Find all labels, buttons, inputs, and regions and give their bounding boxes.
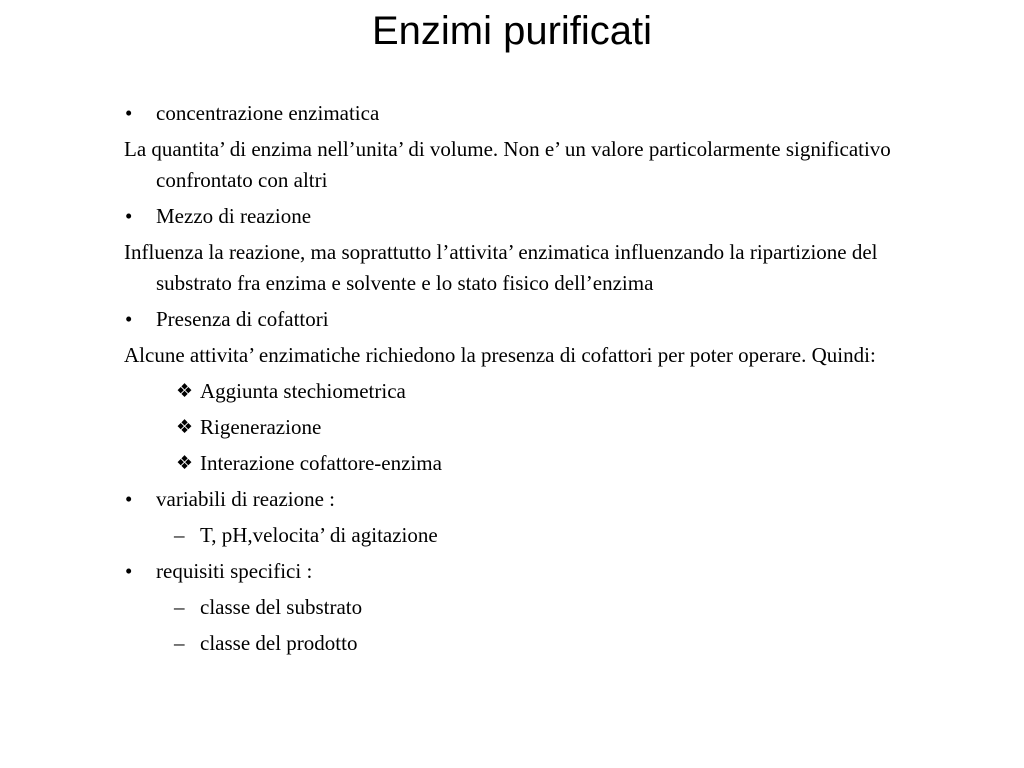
slide-title: Enzimi purificati: [371, 9, 653, 53]
dash-bullet-icon: –: [174, 595, 185, 619]
item-text: T, pH,velocita’ di agitazione: [200, 523, 438, 547]
list-item: [124, 98, 924, 129]
item-text: Presenza di cofattori: [156, 307, 329, 331]
item-text: requisiti specifici :: [156, 559, 313, 583]
bullet-icon: •: [125, 307, 133, 331]
slide-body: [124, 98, 924, 659]
bullet-icon: •: [125, 101, 133, 125]
dash-bullet-icon: –: [174, 631, 185, 655]
list-item: [124, 556, 924, 587]
item-text: variabili di reazione :: [156, 487, 336, 511]
dash-bullet-icon: –: [174, 523, 185, 547]
paragraph: Alcune attivita’ enzimatiche richiedono la presenza di cofattori per poter operare. Quindi:: [124, 343, 876, 367]
diamond-bullet-icon: ❖: [176, 416, 194, 438]
bullet-icon: •: [125, 487, 133, 511]
diamond-bullet-icon: ❖: [176, 380, 194, 402]
item-text: concentrazione enzimatica: [156, 101, 380, 125]
item-text: Aggiunta stechiometrica: [200, 379, 406, 403]
list-item: [124, 201, 924, 232]
bullet-icon: •: [125, 559, 133, 583]
paragraph: Influenza la reazione, ma soprattutto l’attivita’ enzimatica influenzando la ripartizione del substrato fra enzima e solvente e lo stato fisico dell’enzima: [124, 240, 878, 295]
diamond-bullet-icon: ❖: [176, 452, 194, 474]
list-item: [124, 376, 924, 407]
list-item: [124, 412, 924, 443]
paragraph: La quantita’ di enzima nell’unita’ di volume. Non e’ un valore particolarmente significativo confrontato con altri: [124, 137, 891, 192]
list-item: [124, 304, 924, 335]
list-item: [124, 448, 924, 479]
bullet-icon: •: [125, 204, 133, 228]
item-text: Mezzo di reazione: [156, 204, 312, 228]
item-text: classe del substrato: [200, 595, 363, 619]
list-item: [124, 592, 924, 623]
list-item: [124, 484, 924, 515]
item-text: Rigenerazione: [200, 415, 322, 439]
item-text: classe del prodotto: [200, 631, 358, 655]
list-item: [124, 628, 924, 659]
list-item: [124, 520, 924, 551]
item-text: Interazione cofattore-enzima: [200, 451, 442, 475]
